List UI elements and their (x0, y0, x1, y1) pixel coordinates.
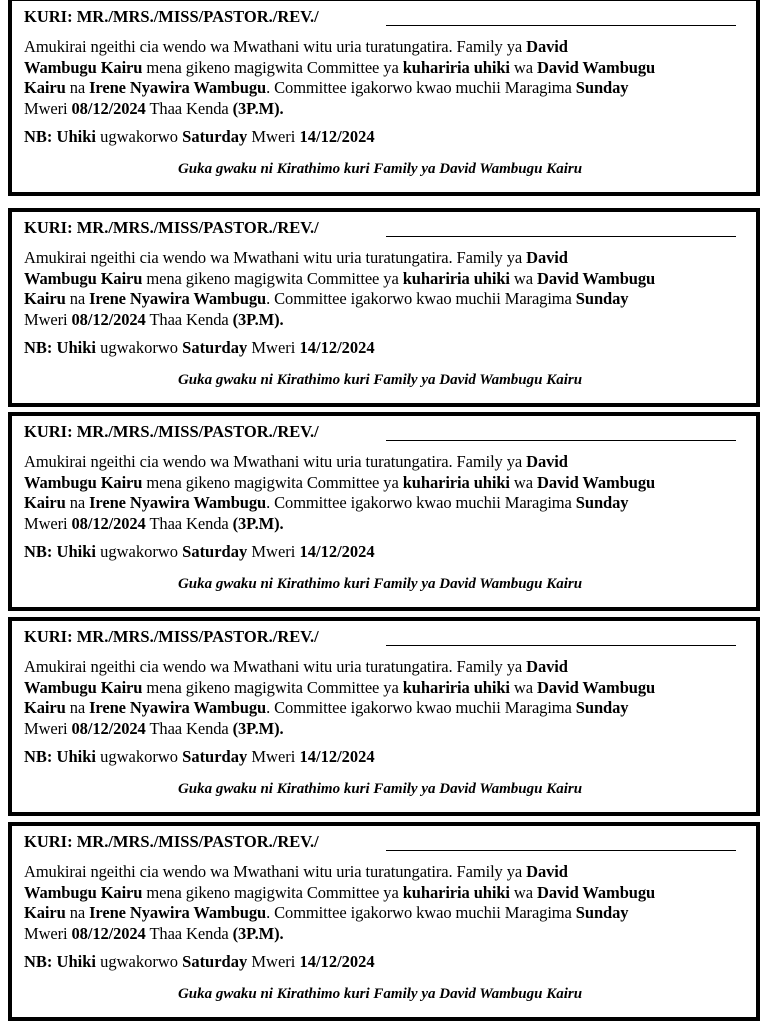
invitation-content (24, 1, 748, 192)
host-first-name: David (526, 37, 568, 56)
recipient-label: KURI: MR./MRS./MISS/PASTOR./REV./ (24, 422, 319, 441)
meeting-day: Sunday (575, 493, 629, 512)
meeting-date: 08/12/2024 (71, 309, 146, 329)
recipient-line (24, 626, 736, 648)
body-mid1: mena gikeno magigwita Committee ya (146, 882, 399, 902)
host-last-names: Wambugu Kairu (24, 472, 143, 492)
body-mweri: Mweri (24, 923, 68, 943)
body-line-1 (24, 248, 748, 269)
invitation-content (24, 621, 748, 812)
meeting-date: 08/12/2024 (71, 923, 146, 943)
wedding-day: Saturday (182, 952, 248, 971)
body-mid2: . Committee igakorwo kwao muchii Maragima (266, 289, 572, 308)
body-mid2: . Committee igakorwo kwao muchii Maragima (266, 903, 572, 922)
meeting-time: (3P.M). (232, 718, 284, 738)
bride-name: Irene Nyawira Wambugu (89, 493, 267, 512)
body-line-1 (24, 657, 748, 678)
body-mid2: . Committee igakorwo kwao muchii Maragima (266, 493, 572, 512)
event-name: kuhariria uhiki (402, 268, 510, 288)
host-first-name: David (526, 248, 568, 267)
host-last-names: Wambugu Kairu (24, 882, 143, 902)
invitation-card (8, 617, 760, 816)
time-label: Thaa Kenda (149, 513, 229, 533)
meeting-day: Sunday (575, 78, 629, 97)
wedding-day: Saturday (182, 127, 248, 146)
groom-first-names: David Wambugu (537, 677, 656, 697)
nb-label: NB: Uhiki (24, 747, 96, 766)
body-wa: wa (513, 882, 533, 902)
time-label: Thaa Kenda (149, 923, 229, 943)
groom-last-name: Kairu (24, 493, 66, 512)
host-last-names: Wambugu Kairu (24, 268, 143, 288)
groom-last-name: Kairu (24, 903, 66, 922)
body-intro: Amukirai ngeithi cia wendo wa Mwathani witu uria turatungatira. Family ya (24, 248, 523, 267)
body-line-4 (24, 514, 748, 535)
recipient-label: KURI: MR./MRS./MISS/PASTOR./REV./ (24, 627, 319, 646)
body-line-3 (24, 78, 748, 99)
wedding-day: Saturday (182, 338, 248, 357)
recipient-label: KURI: MR./MRS./MISS/PASTOR./REV./ (24, 832, 319, 851)
invitation-card (8, 0, 760, 196)
bride-name: Irene Nyawira Wambugu (89, 289, 267, 308)
body-line-4 (24, 310, 748, 331)
meeting-time: (3P.M). (232, 513, 284, 533)
wedding-date: 14/12/2024 (299, 747, 375, 766)
body-line-1 (24, 862, 748, 883)
body-line-4 (24, 719, 748, 740)
nb-text: ugwakorwo (100, 127, 179, 146)
bride-name: Irene Nyawira Wambugu (89, 698, 267, 717)
nb-text: ugwakorwo (100, 338, 179, 357)
invitation-body (24, 37, 748, 119)
body-mweri: Mweri (24, 309, 68, 329)
meeting-date: 08/12/2024 (71, 513, 146, 533)
invitation-card (8, 822, 760, 1021)
invitation-body (24, 862, 748, 944)
invitation-body (24, 657, 748, 739)
nb-mweri: Mweri (251, 542, 296, 561)
body-na: na (69, 698, 86, 717)
time-label: Thaa Kenda (149, 718, 229, 738)
recipient-label: KURI: MR./MRS./MISS/PASTOR./REV./ (24, 218, 319, 237)
sign-off: Guka gwaku ni Kirathimo kuri Family ya David Wambugu Kairu (177, 781, 583, 797)
sign-off: Guka gwaku ni Kirathimo kuri Family ya David Wambugu Kairu (177, 372, 583, 388)
host-first-name: David (526, 657, 568, 676)
body-na: na (69, 78, 86, 97)
host-first-name: David (526, 452, 568, 471)
body-line-2 (24, 58, 748, 79)
recipient-line (24, 421, 736, 443)
invitation-content (24, 212, 748, 403)
invitation-card (8, 412, 760, 611)
body-na: na (69, 493, 86, 512)
body-mweri: Mweri (24, 513, 68, 533)
bride-name: Irene Nyawira Wambugu (89, 78, 267, 97)
body-line-4 (24, 924, 748, 945)
host-last-names: Wambugu Kairu (24, 57, 143, 77)
recipient-line (24, 6, 736, 28)
body-line-2 (24, 269, 748, 290)
body-na: na (69, 289, 86, 308)
wedding-date: 14/12/2024 (299, 542, 375, 561)
body-wa: wa (513, 268, 533, 288)
recipient-blank-line (386, 236, 736, 237)
nb-note (24, 542, 375, 562)
body-line-2 (24, 473, 748, 494)
recipient-line (24, 217, 736, 239)
body-mid1: mena gikeno magigwita Committee ya (146, 268, 399, 288)
body-line-3 (24, 698, 748, 719)
nb-mweri: Mweri (251, 747, 296, 766)
event-name: kuhariria uhiki (402, 57, 510, 77)
body-wa: wa (513, 57, 533, 77)
wedding-date: 14/12/2024 (299, 952, 375, 971)
body-mid2: . Committee igakorwo kwao muchii Maragima (266, 78, 572, 97)
groom-last-name: Kairu (24, 289, 66, 308)
nb-mweri: Mweri (251, 952, 296, 971)
recipient-line (24, 831, 736, 853)
invitation-body (24, 452, 748, 534)
invitation-card (8, 208, 760, 407)
wedding-date: 14/12/2024 (299, 127, 375, 146)
groom-last-name: Kairu (24, 698, 66, 717)
sign-off: Guka gwaku ni Kirathimo kuri Family ya David Wambugu Kairu (177, 576, 583, 592)
body-mid1: mena gikeno magigwita Committee ya (146, 472, 399, 492)
body-intro: Amukirai ngeithi cia wendo wa Mwathani witu uria turatungatira. Family ya (24, 37, 523, 56)
recipient-blank-line (386, 25, 736, 26)
event-name: kuhariria uhiki (402, 472, 510, 492)
body-mweri: Mweri (24, 98, 68, 118)
body-intro: Amukirai ngeithi cia wendo wa Mwathani witu uria turatungatira. Family ya (24, 452, 523, 471)
nb-note (24, 747, 375, 767)
groom-first-names: David Wambugu (537, 472, 656, 492)
nb-text: ugwakorwo (100, 952, 179, 971)
nb-text: ugwakorwo (100, 542, 179, 561)
event-name: kuhariria uhiki (402, 882, 510, 902)
body-line-3 (24, 289, 748, 310)
meeting-time: (3P.M). (232, 923, 284, 943)
invitation-content (24, 826, 748, 1017)
body-mid2: . Committee igakorwo kwao muchii Maragima (266, 698, 572, 717)
groom-first-names: David Wambugu (537, 268, 656, 288)
nb-mweri: Mweri (251, 127, 296, 146)
recipient-label: KURI: MR./MRS./MISS/PASTOR./REV./ (24, 7, 319, 26)
meeting-time: (3P.M). (232, 309, 284, 329)
nb-note (24, 338, 375, 358)
body-line-3 (24, 903, 748, 924)
nb-note (24, 952, 375, 972)
time-label: Thaa Kenda (149, 98, 229, 118)
invitation-content (24, 416, 748, 607)
body-mid1: mena gikeno magigwita Committee ya (146, 677, 399, 697)
nb-label: NB: Uhiki (24, 542, 96, 561)
body-mid1: mena gikeno magigwita Committee ya (146, 57, 399, 77)
host-last-names: Wambugu Kairu (24, 677, 143, 697)
wedding-day: Saturday (182, 747, 248, 766)
meeting-time: (3P.M). (232, 98, 284, 118)
body-intro: Amukirai ngeithi cia wendo wa Mwathani witu uria turatungatira. Family ya (24, 862, 523, 881)
groom-last-name: Kairu (24, 78, 66, 97)
nb-label: NB: Uhiki (24, 338, 96, 357)
nb-label: NB: Uhiki (24, 127, 96, 146)
meeting-date: 08/12/2024 (71, 718, 146, 738)
wedding-day: Saturday (182, 542, 248, 561)
body-line-1 (24, 452, 748, 473)
groom-first-names: David Wambugu (537, 57, 656, 77)
groom-first-names: David Wambugu (537, 882, 656, 902)
meeting-day: Sunday (575, 698, 629, 717)
body-line-1 (24, 37, 748, 58)
recipient-blank-line (386, 440, 736, 441)
host-first-name: David (526, 862, 568, 881)
nb-note (24, 127, 375, 147)
sign-off: Guka gwaku ni Kirathimo kuri Family ya David Wambugu Kairu (177, 986, 583, 1002)
body-line-4 (24, 99, 748, 120)
recipient-blank-line (386, 850, 736, 851)
wedding-date: 14/12/2024 (299, 338, 375, 357)
body-line-2 (24, 678, 748, 699)
body-mweri: Mweri (24, 718, 68, 738)
body-line-3 (24, 493, 748, 514)
invitation-body (24, 248, 748, 330)
recipient-blank-line (386, 645, 736, 646)
meeting-day: Sunday (575, 903, 629, 922)
sign-off: Guka gwaku ni Kirathimo kuri Family ya David Wambugu Kairu (177, 161, 583, 177)
body-intro: Amukirai ngeithi cia wendo wa Mwathani witu uria turatungatira. Family ya (24, 657, 523, 676)
body-wa: wa (513, 677, 533, 697)
meeting-day: Sunday (575, 289, 629, 308)
nb-text: ugwakorwo (100, 747, 179, 766)
event-name: kuhariria uhiki (402, 677, 510, 697)
bride-name: Irene Nyawira Wambugu (89, 903, 267, 922)
body-wa: wa (513, 472, 533, 492)
body-line-2 (24, 883, 748, 904)
nb-mweri: Mweri (251, 338, 296, 357)
body-na: na (69, 903, 86, 922)
nb-label: NB: Uhiki (24, 952, 96, 971)
time-label: Thaa Kenda (149, 309, 229, 329)
meeting-date: 08/12/2024 (71, 98, 146, 118)
